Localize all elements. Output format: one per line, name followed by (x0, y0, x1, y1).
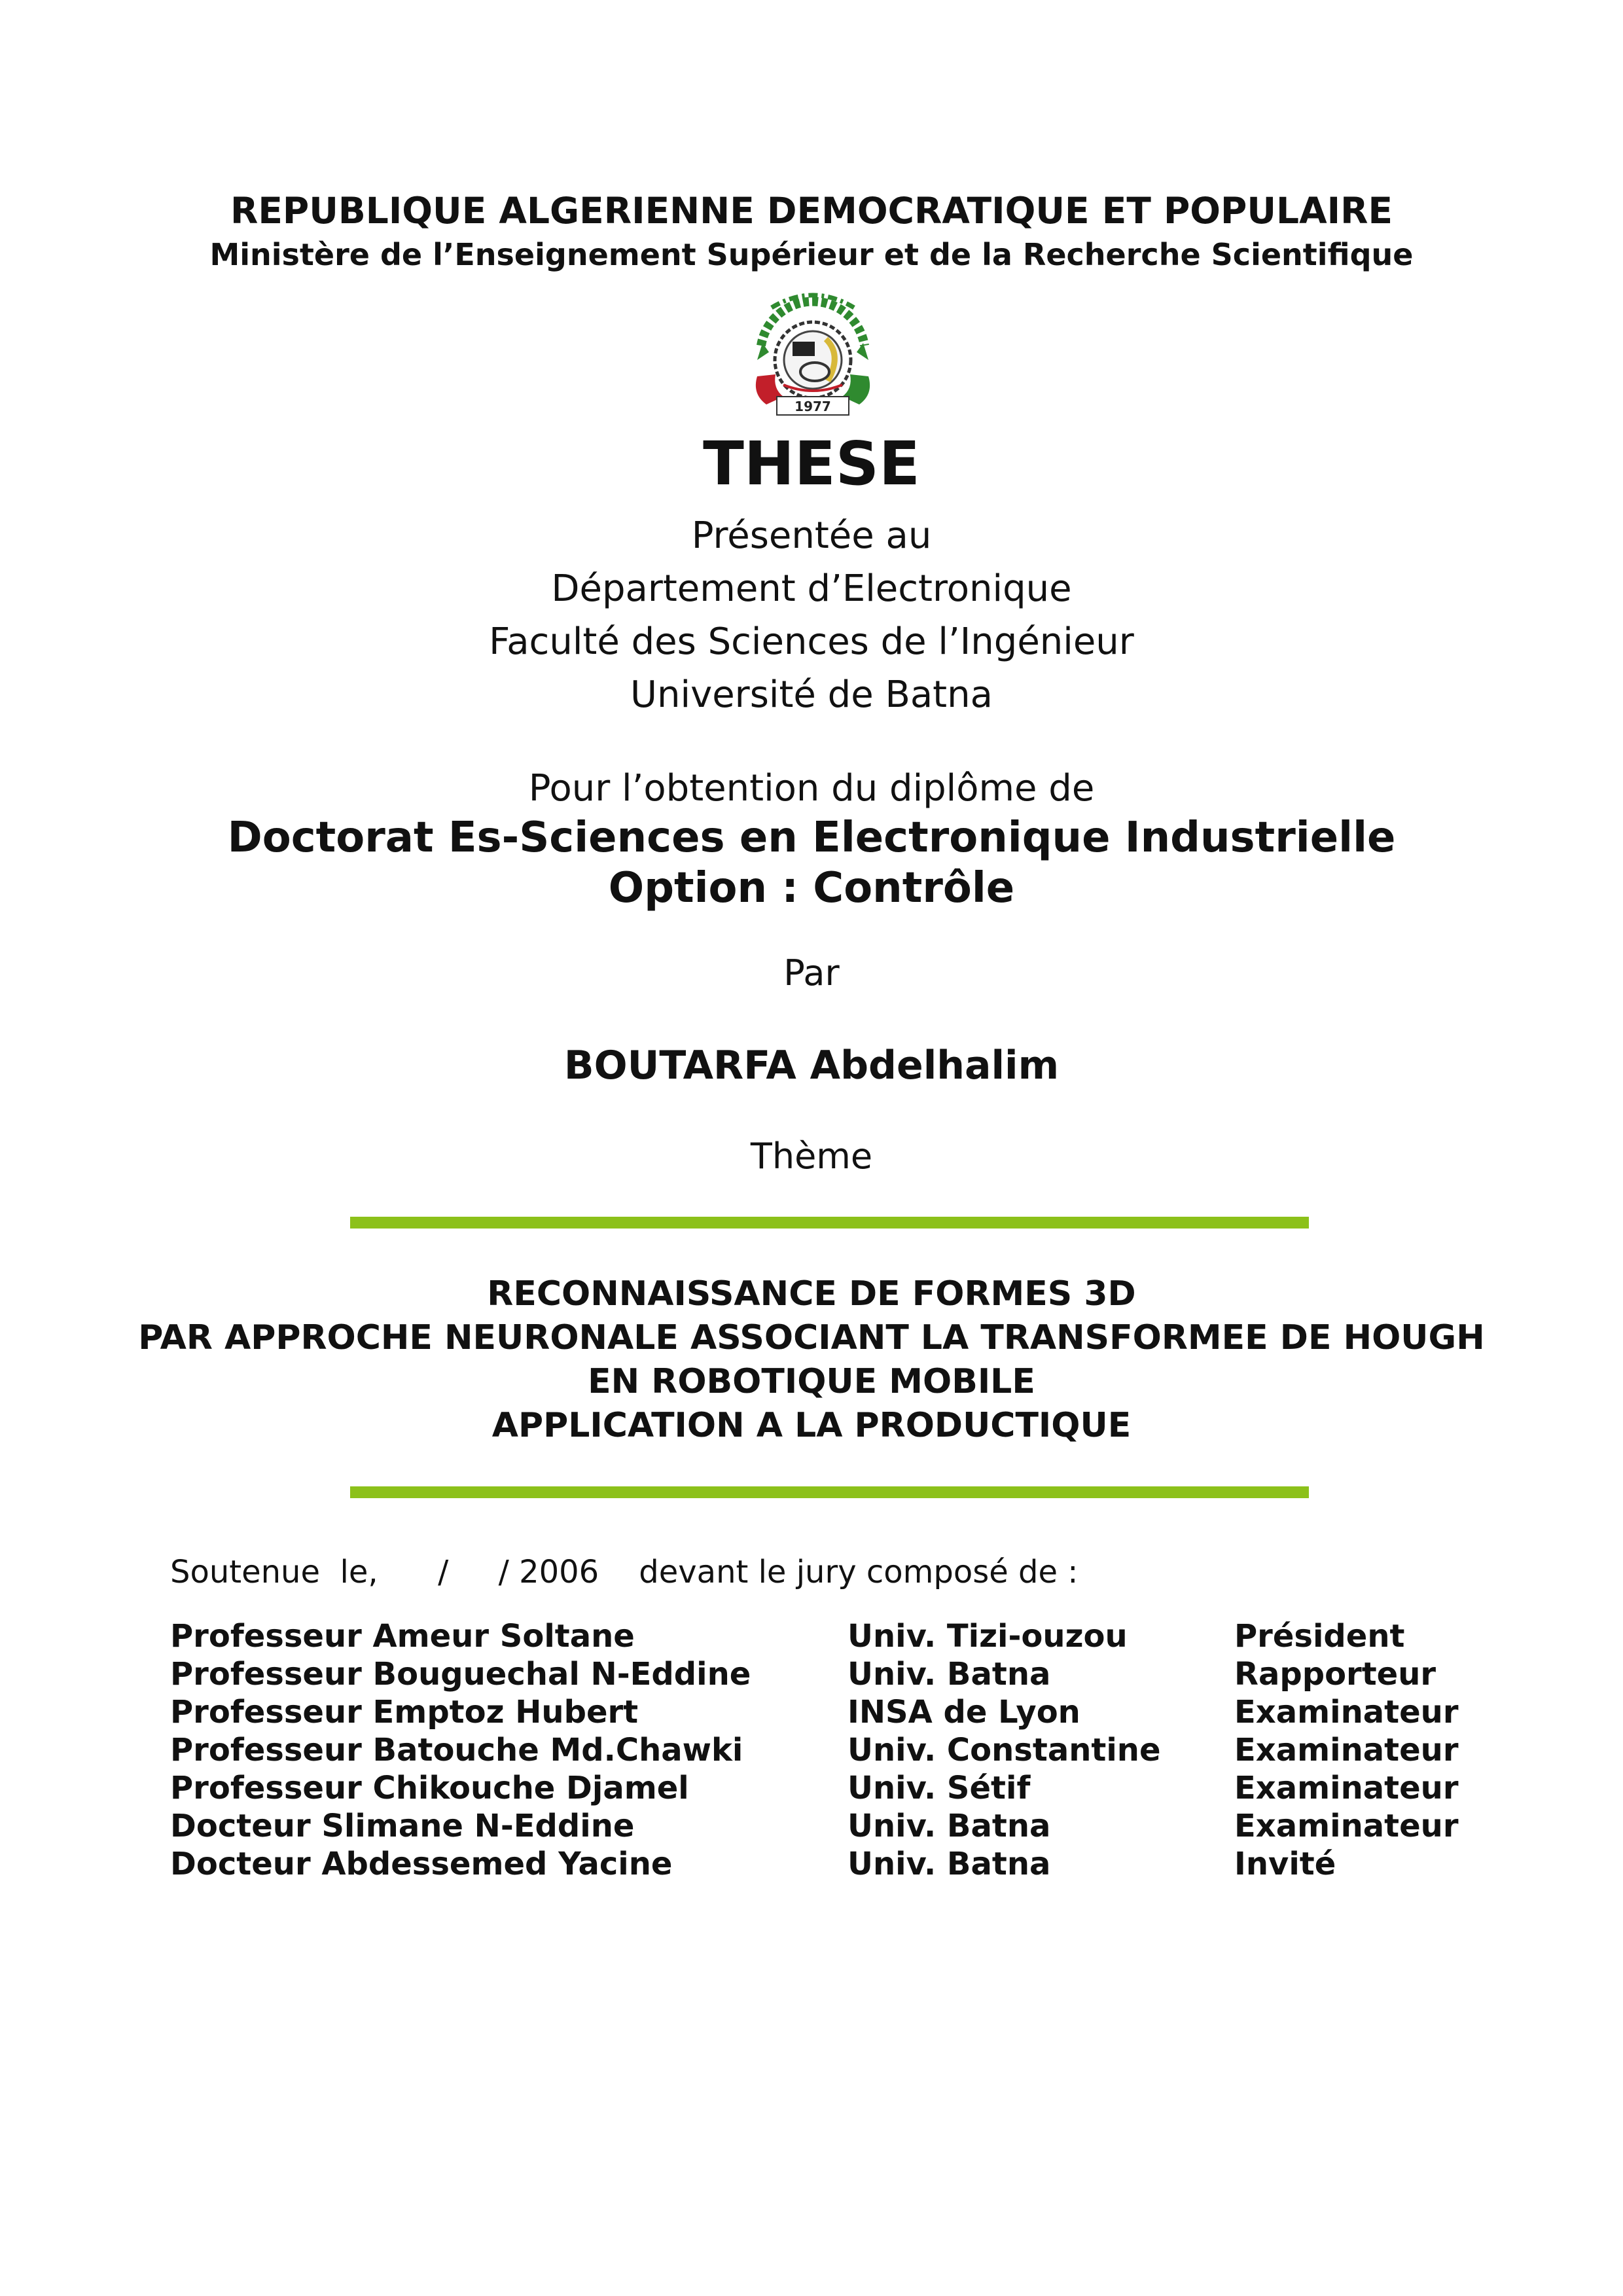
republic-heading: REPUBLIQUE ALGERIENNE DEMOCRATIQUE ET POPULAIRE (230, 190, 1393, 232)
presented-line: Présentée au (691, 514, 932, 557)
jury-member-name: Docteur Abdessemed Yacine (170, 1846, 673, 1882)
subject-line: RECONNAISSANCE DE FORMES 3D (487, 1274, 1136, 1314)
jury-member-role: Invité (1234, 1846, 1336, 1882)
author-name: BOUTARFA Abdelhalim (563, 1043, 1060, 1088)
jury-member-name: Docteur Slimane N-Eddine (170, 1808, 635, 1844)
jury-member-name: Professeur Emptoz Hubert (170, 1694, 639, 1731)
jury-row (0, 1808, 1623, 1846)
jury-member-role: Président (1234, 1618, 1405, 1655)
thesis-title: THESE (703, 429, 920, 499)
jury-member-university: INSA de Lyon (847, 1694, 1080, 1731)
logo-year: 1977 (794, 399, 831, 414)
theme-label: Thème (750, 1136, 873, 1177)
jury-member-name: Professeur Bouguechal N-Eddine (170, 1656, 751, 1693)
jury-member-role: Rapporteur (1234, 1656, 1436, 1693)
jury-member-role: Examinateur (1234, 1732, 1459, 1768)
subject-line: EN ROBOTIQUE MOBILE (588, 1362, 1035, 1401)
jury-row (0, 1694, 1623, 1732)
jury-row (0, 1618, 1623, 1656)
jury-member-university: Univ. Sétif (847, 1770, 1031, 1806)
jury-member-university: Univ. Constantine (847, 1732, 1161, 1768)
department-line: Département d’Electronique (551, 567, 1072, 610)
jury-member-university: Univ. Batna (847, 1846, 1051, 1882)
jury-member-role: Examinateur (1234, 1808, 1459, 1844)
jury-member-university: Univ. Batna (847, 1808, 1051, 1844)
jury-member-name: Professeur Ameur Soltane (170, 1618, 635, 1655)
jury-member-university: Univ. Tizi-ouzou (847, 1618, 1128, 1655)
subject-line: APPLICATION A LA PRODUCTIQUE (491, 1406, 1132, 1445)
jury-member-name: Professeur Chikouche Djamel (170, 1770, 689, 1806)
degree-title: Doctorat Es-Sciences en Electronique Industrielle (227, 814, 1396, 862)
jury-row (0, 1732, 1623, 1770)
university-batna-emblem-icon (738, 281, 888, 422)
green-divider-top (350, 1217, 1309, 1229)
jury-row (0, 1770, 1623, 1808)
faculty-line: Faculté des Sciences de l’Ingénieur (489, 620, 1134, 663)
subject-line: PAR APPROCHE NEURONALE ASSOCIANT LA TRANSFORMEE DE HOUGH (138, 1318, 1485, 1357)
jury-member-name: Professeur Batouche Md.Chawki (170, 1732, 743, 1768)
diploma-intro: Pour l’obtention du diplôme de (528, 767, 1095, 810)
defense-date-line: Soutenue le, / / 2006 devant le jury composé de : (170, 1554, 1079, 1590)
degree-option: Option : Contrôle (608, 864, 1015, 912)
green-divider-bottom (350, 1486, 1309, 1498)
jury-member-role: Examinateur (1234, 1694, 1459, 1731)
ministry-heading: Ministère de l’Enseignement Supérieur et de la Recherche Scientifique (209, 237, 1414, 272)
jury-member-role: Examinateur (1234, 1770, 1459, 1806)
jury-member-university: Univ. Batna (847, 1656, 1051, 1693)
jury-row (0, 1846, 1623, 1884)
university-line: Université de Batna (630, 673, 993, 716)
jury-row (0, 1656, 1623, 1694)
par-label: Par (783, 952, 840, 994)
